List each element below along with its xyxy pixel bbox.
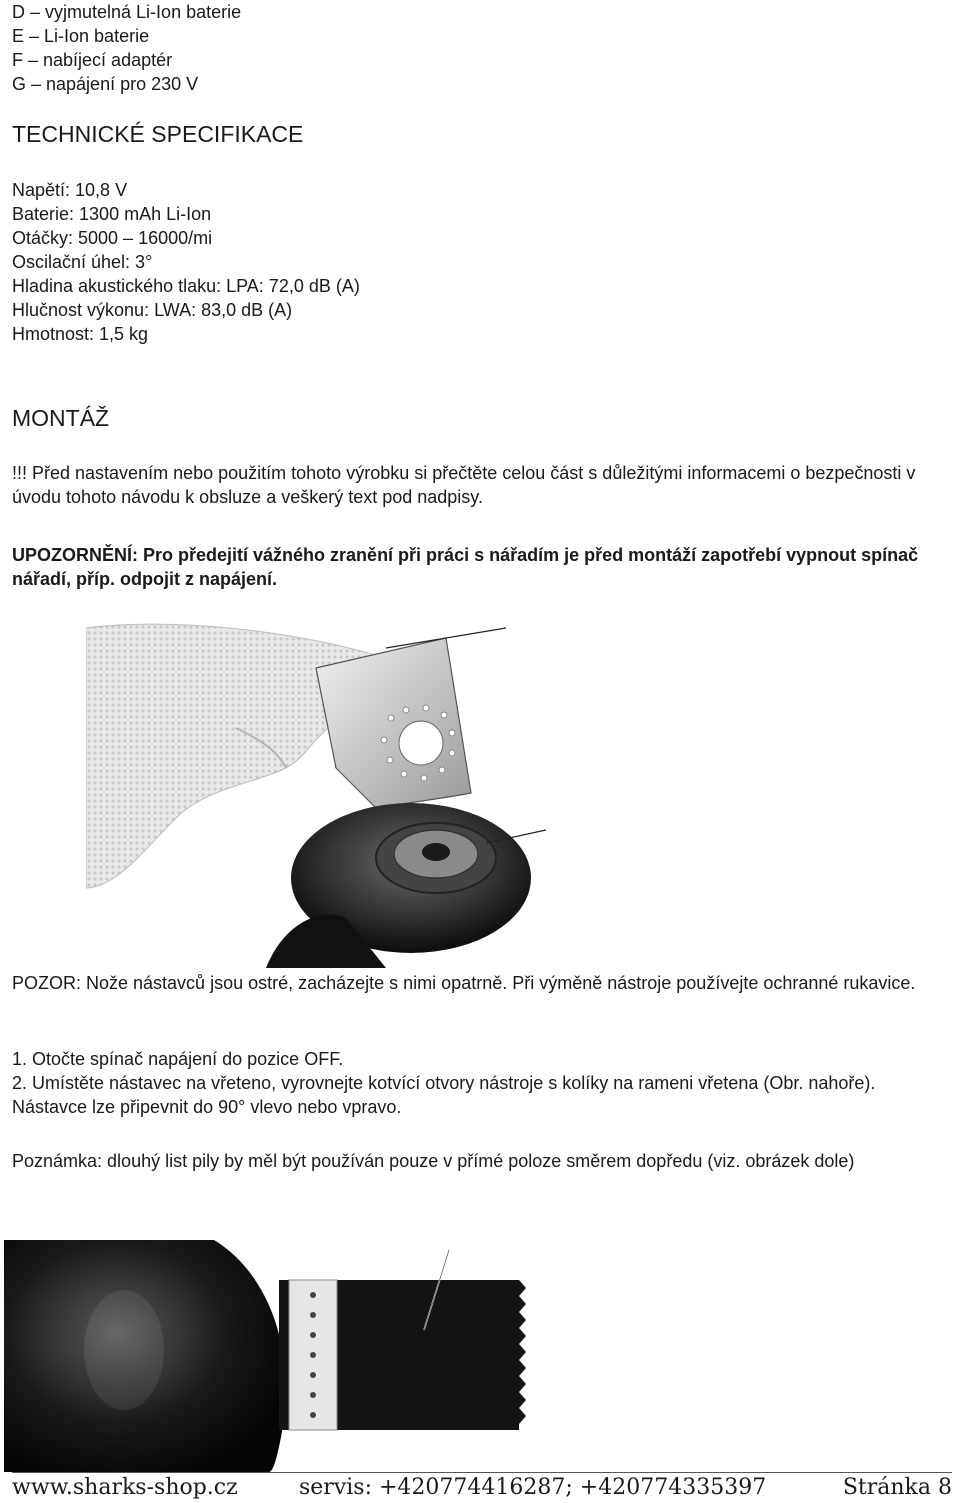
montaz-heading: MONTÁŽ	[12, 405, 110, 431]
spec-voltage: Napětí: 10,8 V	[12, 180, 128, 200]
caution-text: POZOR: Nože nástavců jsou ostré, zacházejte s nimi opatrně. Při výměně nástroje používejte ochranné rukavice.	[12, 973, 916, 993]
spec-weight: Hmotnost: 1,5 kg	[12, 324, 149, 344]
spec-battery: Baterie: 1300 mAh Li-Ion	[12, 204, 212, 224]
long-blade-photo	[4, 1240, 560, 1472]
footer-service: servis: +420774416287; +420774335397	[299, 1475, 767, 1500]
footer-website: www.sharks-shop.cz	[12, 1475, 238, 1500]
component-d: D – vyjmutelná Li-Ion baterie	[12, 2, 242, 22]
montaz-warning: UPOZORNĚNÍ: Pro předejití vážného zranění při práci s nářadím je před montáží zapotřebí vypnout spínač nářadí, příp. odpojit z napájení.	[12, 545, 919, 589]
component-g: G – napájení pro 230 V	[12, 74, 199, 94]
spec-sound-pressure: Hladina akustického tlaku: LPA: 72,0 dB (A)	[12, 276, 360, 296]
component-e: E – Li-Ion baterie	[12, 26, 150, 46]
step-2: 2. Umístěte nástavec na vřeteno, vyrovnejte kotvící otvory nástroje s kolíky na rameni vřetena (Obr. nahoře). Nástavce lze připevnit do 90° vlevo nebo vpravo.	[12, 1073, 876, 1117]
footer-page-number: Stránka 8	[842, 1475, 952, 1500]
step-1: 1. Otočte spínač napájení do pozice OFF.	[12, 1049, 344, 1069]
component-f: F – nabíjecí adaptér	[12, 50, 173, 70]
montaz-intro: !!! Před nastavením nebo použitím tohoto výrobku si přečtěte celou část s důležitými informacemi o bezpečnosti v úvodu tohoto návodu k obsluze a veškerý text pod nadpisy.	[12, 463, 916, 507]
specs-heading: TECHNICKÉ SPECIFIKACE	[12, 121, 304, 147]
page-footer	[12, 1472, 952, 1503]
blade-fitting-photo	[86, 618, 546, 968]
spec-oscillation: Oscilační úhel: 3°	[12, 252, 153, 272]
spec-speed: Otáčky: 5000 – 16000/mi	[12, 228, 213, 248]
note-text: Poznámka: dlouhý list pily by měl být používán pouze v přímé poloze směrem dopředu (viz. obrázek dole)	[12, 1151, 855, 1171]
spec-sound-power: Hlučnost výkonu: LWA: 83,0 dB (A)	[12, 300, 293, 320]
